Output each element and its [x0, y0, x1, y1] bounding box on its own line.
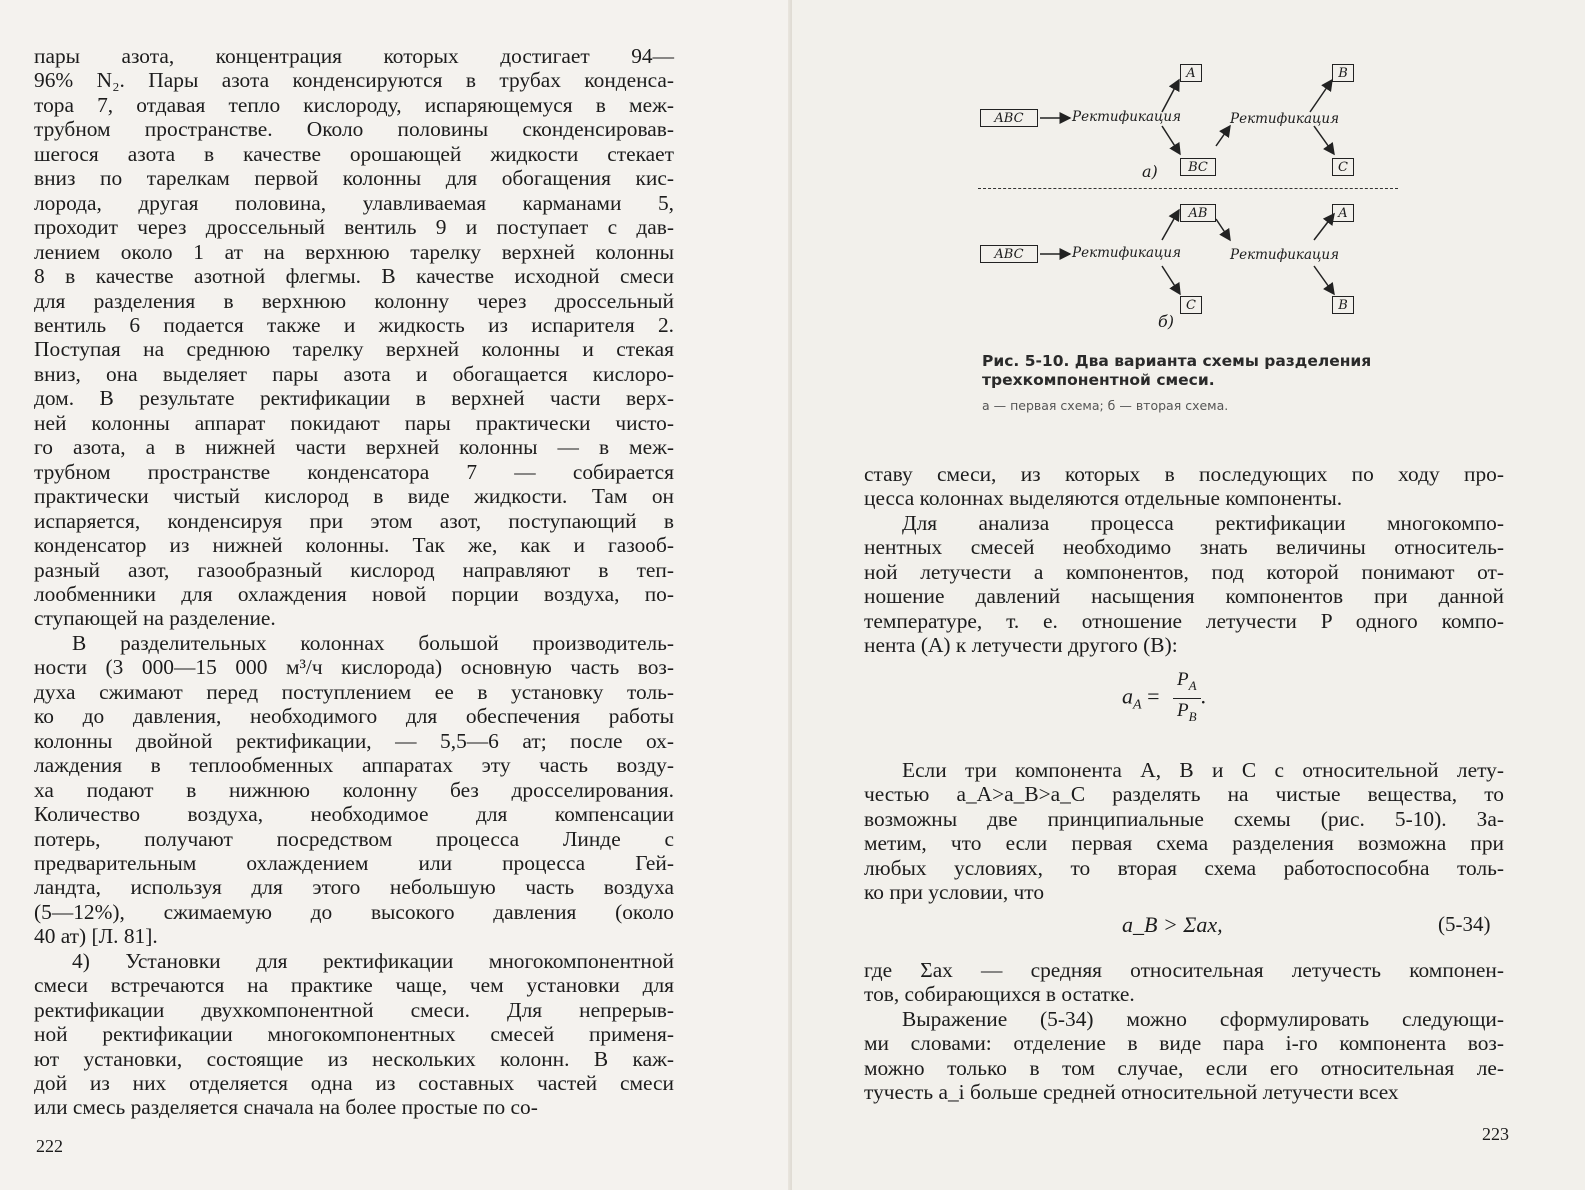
figure-5-10 — [978, 54, 1398, 344]
text-line: В разделительных колоннах большой производитель- — [72, 630, 674, 655]
text-line: лением около 1 ат на верхнюю тарелку верхней колонны — [34, 239, 674, 264]
text-line: честью a_A>a_B>a_C разделять на чистые вещества, то — [864, 782, 1504, 807]
scheme-b-step2-label: Ректификация — [1230, 247, 1340, 263]
text-line: практически чистый кислород в виде жидкости. Там он — [34, 484, 674, 509]
text-line: тора 7, отдавая тепло кислороду, испаряющемуся в меж- — [34, 92, 674, 117]
text-line: вентиль 6 подается также и жидкость из испарителя 2. — [34, 312, 674, 337]
text-line: Если три компонента A, B и C с относительной лету- — [902, 758, 1504, 782]
scheme-b-label: б) — [1158, 312, 1175, 331]
scheme-b-mid-bottom-box: C — [1180, 296, 1202, 314]
formula1-den-sub: B — [1188, 708, 1197, 724]
text-line: колонны двойной ректификации, — 5,5—6 ат; после ох- — [34, 728, 674, 753]
text-line: Поступая на среднюю тарелку верхней колонны и стекая — [34, 337, 674, 362]
text-line: 4) Установки для ректификации многокомпонентной — [72, 948, 674, 973]
formula1-num: P — [1176, 669, 1189, 690]
text-line: трубном пространстве конденсатора 7 — собирается — [34, 459, 674, 484]
text-line: потерь, получают посредством процесса Линде с — [34, 826, 674, 851]
text-line: Для анализа процесса ректификации многокомпо- — [902, 510, 1504, 535]
text-line: 8 в качестве азотной флегмы. В качестве исходной смеси — [34, 264, 674, 289]
text-line: ставу смеси, из которых в последующих по ходу про- — [864, 462, 1504, 486]
text-line: конденсатор из нижней колонны. Так же, как и газооб- — [34, 533, 674, 558]
scheme-a-step2-label: Ректификация — [1230, 111, 1340, 127]
text-line: метим, что если первая схема разделения возможна при — [864, 831, 1504, 856]
text-line: где Σax — средняя относительная летучесть компонен- — [864, 958, 1504, 982]
text-line: ней колонны аппарат покидают пары практически чисто- — [34, 410, 674, 435]
text-line: разный азот, газообразный кислород направляют в теп- — [34, 557, 674, 582]
text-line: ступающей на разделение. — [34, 606, 276, 631]
caption-line-1: Рис. 5-10. Два варианта схемы разделения — [982, 352, 1372, 370]
formula1-fraction — [1173, 668, 1201, 729]
text-line: шегося азота в качестве орошающей жидкости стекает — [34, 141, 674, 166]
formula1-lhs-sub: A — [1133, 697, 1142, 713]
text-line: ношение давлений насыщения компонентов при данной — [864, 584, 1504, 609]
page-number-left: 222 — [36, 1136, 63, 1156]
text-line: лорода, другая половина, улавливаемая карманами 5, — [34, 190, 674, 215]
formula1-lhs: a — [1122, 683, 1133, 709]
figure-divider — [978, 188, 1398, 189]
text-line: смеси встречаются на практике чаще, чем установки для — [34, 973, 674, 998]
formula-relative-volatility: $a_A$ = $\frac{P_A}{P_B}$ . — [1122, 668, 1206, 729]
right-text-block-1 — [864, 462, 1504, 658]
text-line: тучесть a_i больше средней относительной летучести всех — [864, 1080, 1399, 1105]
text-line: духа сжимают перед поступлением ее в установку толь- — [34, 679, 674, 704]
formula1-den: P — [1176, 699, 1189, 721]
formula1-num-sub: A — [1188, 677, 1197, 693]
right-page — [792, 0, 1585, 1190]
left-page — [0, 0, 792, 1190]
text-line: дом. В результате ректификации в верхней части верх- — [34, 386, 674, 411]
text-line: ха подают в нижнюю колонну без дросселирования. — [34, 777, 674, 802]
text-line: тов, собирающихся в остатке. — [864, 982, 1135, 1007]
text-line: любых условиях, то вторая схема работоспособна толь- — [864, 855, 1504, 880]
right-text-block-2 — [864, 758, 1504, 905]
scheme-a-mid-bottom-box: BC — [1180, 158, 1216, 176]
left-text-column — [34, 44, 674, 1120]
text-line: ной летучести а компонентов, под которой понимают от- — [864, 559, 1504, 584]
caption-line-2: трехкомпонентной смеси. — [982, 371, 1215, 389]
text-line: ко при условии, что — [864, 880, 1045, 905]
text-line: цесса колоннах выделяются отдельные компоненты. — [864, 486, 1343, 511]
page-number-right: 223 — [1482, 1124, 1509, 1144]
text-line: нентных смесей необходимо знать величины относитель- — [864, 535, 1504, 560]
text-line: ректификации двухкомпонентной смеси. Для непрерыв- — [34, 997, 674, 1022]
text-line: ко до давления, необходимого для обеспечения работы — [34, 704, 674, 729]
text-line: дой из них отделяется одна из составных частей смеси — [34, 1071, 674, 1096]
text-line: пары азота, концентрация которых достигает 94— — [34, 44, 674, 68]
text-line: трубном пространстве. Около половины сконденсировав- — [34, 117, 674, 142]
text-line: Выражение (5-34) можно сформулировать следующи- — [902, 1006, 1504, 1031]
text-line: проходит через дроссельный вентиль 9 и поступает с дав- — [34, 215, 674, 240]
text-line: лообменники для охлаждения новой порции воздуха, по- — [34, 581, 674, 606]
scheme-b-mid-top-box: AB — [1180, 204, 1216, 222]
scheme-b-input-box: ABC — [980, 245, 1038, 263]
text-line: ландта, используя для этого небольшую часть воздуха — [34, 875, 674, 900]
formula-5-34-number: (5-34) — [1438, 912, 1491, 936]
text-line: 96% N₂. Пары азота конденсируются в трубах конденса- — [34, 68, 674, 93]
text-line: ной ректификации многокомпонентных смесей применя- — [34, 1022, 674, 1047]
text-line: го азота, а в нижней части верхней колонны — в меж- — [34, 435, 674, 460]
text-line: Количество воздуха, необходимое для компенсации — [34, 802, 674, 827]
text-line: возможны две принципиальные схемы (рис. 5-10). За- — [864, 806, 1504, 831]
scheme-a-out-top-box: B — [1332, 64, 1354, 82]
scheme-a-mid-top-box: A — [1180, 64, 1202, 82]
text-line: ности (3 000—15 000 м³/ч кислорода) основную часть воз- — [34, 655, 674, 680]
text-line: можно только в том случае, если его относительная ле- — [864, 1055, 1504, 1080]
scheme-a-step1-label: Ректификация — [1072, 109, 1182, 125]
formula-5-34: a_B > Σax, — [1122, 912, 1223, 937]
scheme-a-out-bottom-box: C — [1332, 158, 1354, 176]
text-line: температуре, т. е. отношение летучести P одного компо- — [864, 608, 1504, 633]
text-line: испаряется, конденсируя при этом азот, поступающий в — [34, 508, 674, 533]
text-line: (5—12%), сжимаемую до высокого давления (около — [34, 899, 674, 924]
text-line: вниз, она выделяет пары азота и обогащается кислоро- — [34, 361, 674, 386]
text-line: 40 ат) [Л. 81]. — [34, 924, 158, 949]
scheme-b-out-top-box: A — [1332, 204, 1354, 222]
figure-caption — [982, 352, 1422, 390]
text-line: лаждения в теплообменных аппаратах эту часть возду- — [34, 753, 674, 778]
text-line: нента (A) к летучести другого (B): — [864, 633, 1178, 658]
text-line: или смесь разделяется сначала на более простые по со- — [34, 1095, 538, 1120]
scheme-b-out-bottom-box: B — [1332, 296, 1354, 314]
right-text-block-3 — [864, 958, 1504, 1105]
scheme-b-step1-label: Ректификация — [1072, 245, 1182, 261]
figure-legend: а — первая схема; б — вторая схема. — [982, 398, 1229, 413]
text-line: вниз по тарелкам первой колонны для обогащения кис- — [34, 166, 674, 191]
scheme-a-label: а) — [1142, 162, 1158, 181]
scheme-a-input-box: ABC — [980, 109, 1038, 127]
text-line: предварительным охлаждением или процесса Гей- — [34, 850, 674, 875]
text-line: ми словами: отделение в виде пара i-го компонента воз- — [864, 1031, 1504, 1056]
text-line: ют установки, состоящие из нескольких колонн. В каж- — [34, 1046, 674, 1071]
text-line: для разделения в верхнюю колонну через дроссельный — [34, 288, 674, 313]
